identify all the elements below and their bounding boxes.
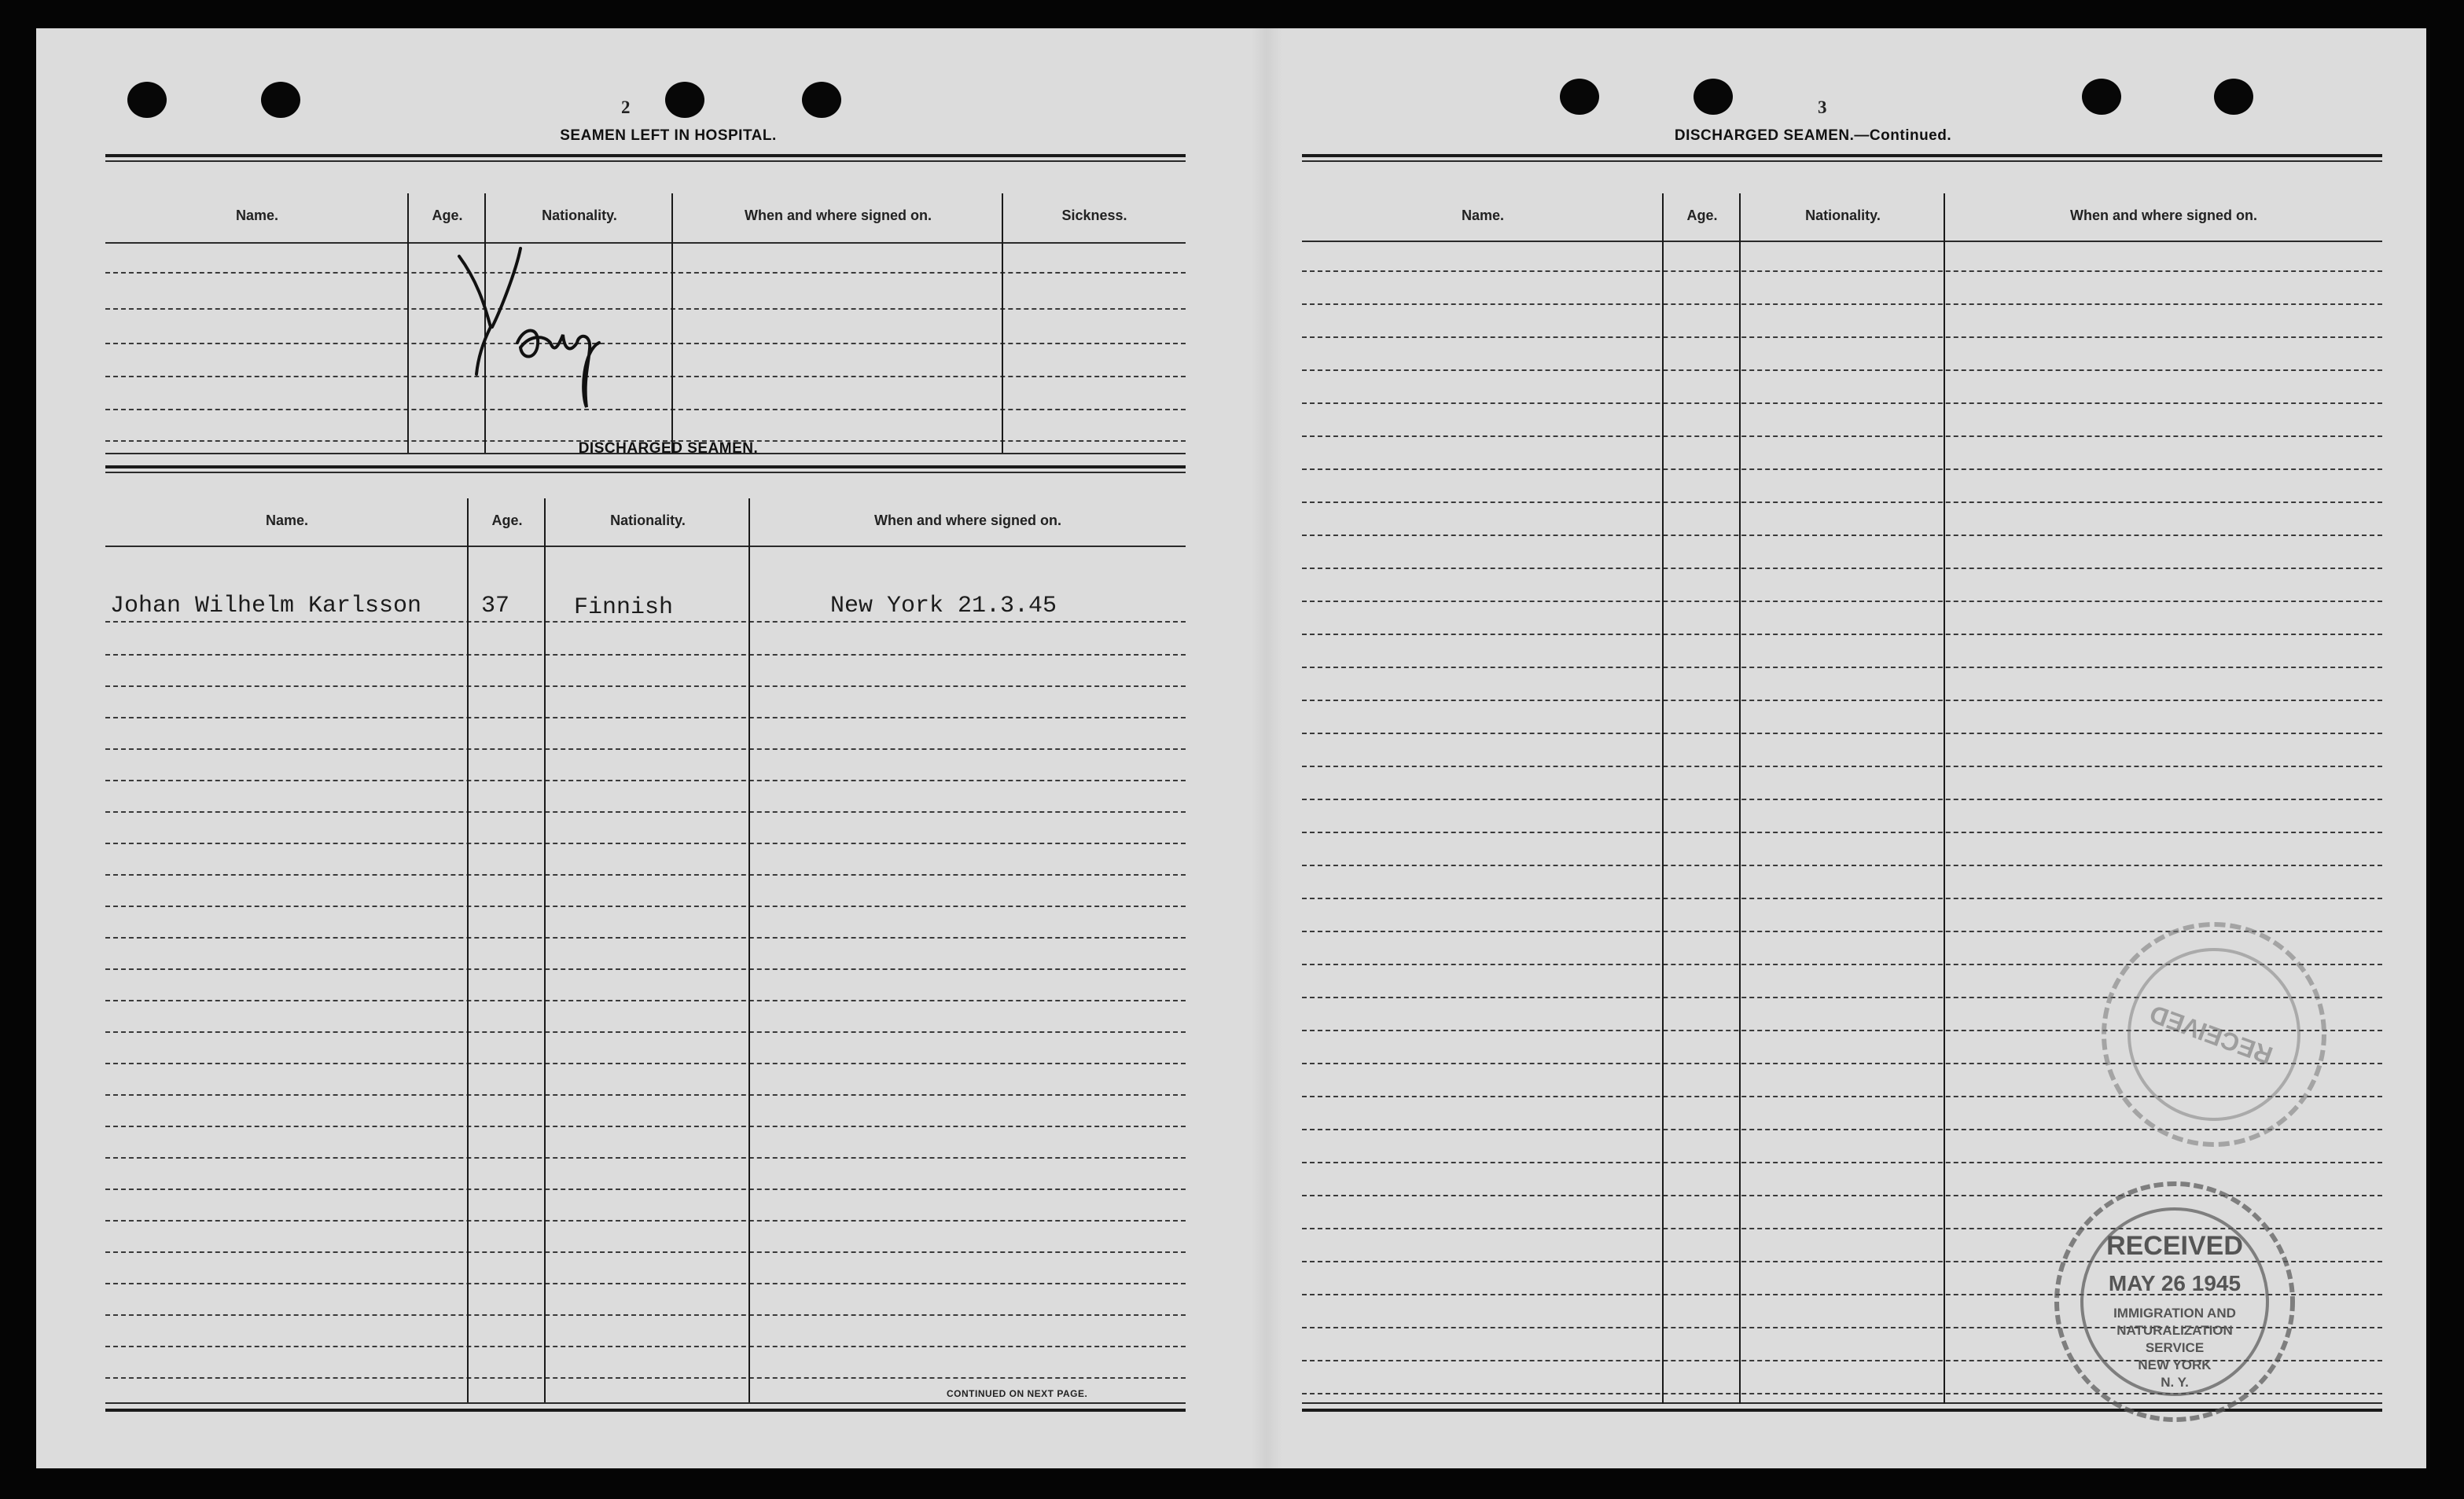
seaman-nationality: Finnish xyxy=(574,594,674,621)
col-header-nationality: Nationality. xyxy=(610,513,686,528)
discharged-continued-title: DISCHARGED SEAMEN.—Continued. xyxy=(1674,127,1952,144)
stamp-line5: N. Y. xyxy=(2161,1375,2189,1390)
punch-hole xyxy=(665,82,704,118)
punch-hole xyxy=(802,82,841,118)
stamp-date: MAY 26 1945 xyxy=(2108,1271,2242,1295)
hospital-section-title: SEAMEN LEFT IN HOSPITAL. xyxy=(560,127,777,144)
col-header-age: Age. xyxy=(1686,208,1718,223)
col-header-signed-on: When and where signed on. xyxy=(873,513,1062,528)
stamp-received-text: RECEIVED xyxy=(2106,1231,2243,1261)
col-header-signed-on: When and where signed on. xyxy=(744,208,932,223)
page-number-left: 2 xyxy=(621,97,631,117)
col-header-nationality: Nationality. xyxy=(542,208,617,223)
continued-note: CONTINUED ON NEXT PAGE. xyxy=(947,1388,1088,1399)
page-number-right: 3 xyxy=(1818,97,1827,117)
col-header-sickness: Sickness. xyxy=(1061,208,1127,223)
discharged-section-title: DISCHARGED SEAMEN. xyxy=(578,440,759,457)
received-stamp-lower xyxy=(2025,1168,2324,1427)
handwritten-none xyxy=(445,225,618,421)
col-header-name: Name. xyxy=(235,208,279,223)
punch-hole xyxy=(127,82,167,118)
stamp-received-text: RECEIVED xyxy=(2146,999,2277,1071)
received-stamp-upper xyxy=(2033,909,2348,1160)
punch-hole xyxy=(2082,79,2121,115)
stamp-line4: NEW YORK xyxy=(2138,1358,2212,1372)
hospital-table xyxy=(105,154,1186,461)
punch-hole xyxy=(1560,79,1599,115)
punch-hole xyxy=(261,82,300,118)
col-header-name: Name. xyxy=(265,513,309,528)
seaman-age: 37 xyxy=(481,593,510,619)
col-header-name: Name. xyxy=(1461,208,1505,223)
seaman-signed-on: New York 21.3.45 xyxy=(830,593,1057,619)
punch-hole xyxy=(2214,79,2253,115)
col-header-age: Age. xyxy=(491,513,523,528)
seaman-name: Johan Wilhelm Karlsson xyxy=(110,593,422,619)
stamp-line2: NATURALIZATION xyxy=(2116,1323,2233,1338)
col-header-nationality: Nationality. xyxy=(1805,208,1881,223)
col-header-age: Age. xyxy=(432,208,463,223)
stamp-line3: SERVICE xyxy=(2145,1340,2205,1355)
discharged-table-left xyxy=(105,465,1186,1421)
stamp-line1: IMMIGRATION AND xyxy=(2113,1306,2236,1321)
punch-hole xyxy=(1694,79,1733,115)
col-header-signed-on: When and where signed on. xyxy=(2069,208,2258,223)
page-fold xyxy=(1251,28,1282,1468)
document-sheet xyxy=(36,28,2426,1468)
